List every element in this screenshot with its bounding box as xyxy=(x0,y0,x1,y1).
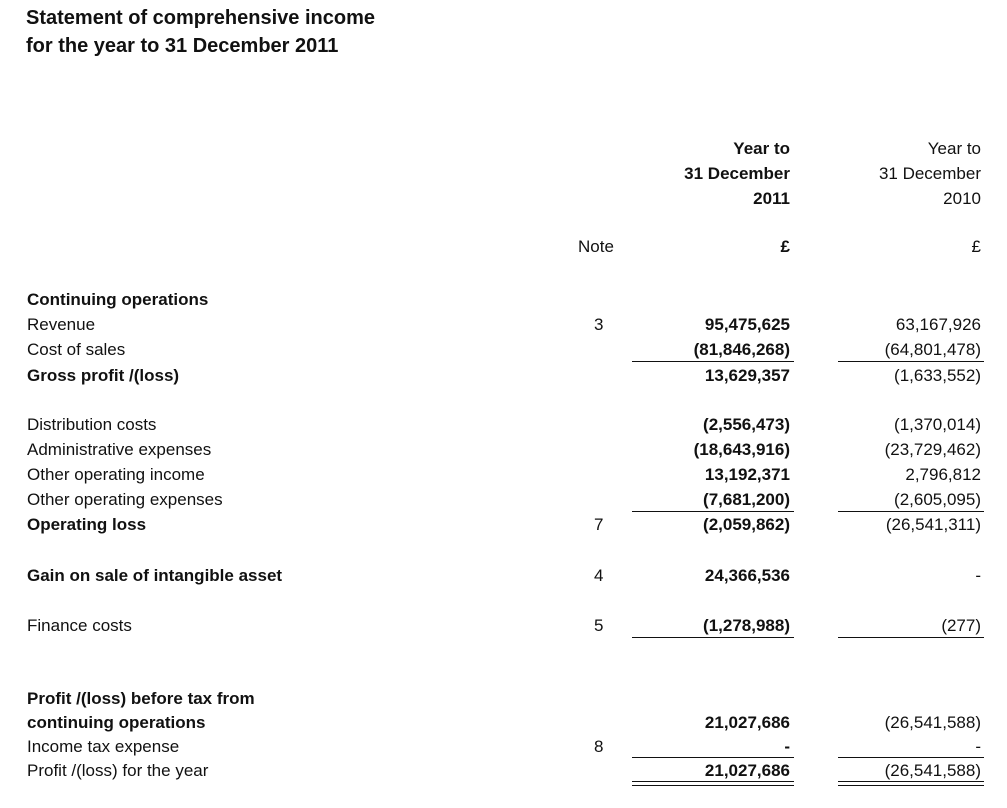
row-continuing-operations xyxy=(0,287,1007,312)
row-operating-loss xyxy=(0,512,1007,537)
value-2011: 95,475,625 xyxy=(704,315,790,334)
row-label: Distribution costs xyxy=(27,415,157,434)
column-header-2011 xyxy=(684,136,790,211)
column-header-2011-line-1: Year to xyxy=(733,139,790,158)
row-note: 8 xyxy=(594,737,604,756)
value-2010: (64,801,478) xyxy=(884,340,981,359)
value-2011: (2,059,862) xyxy=(703,515,790,534)
subtotal-rule-2010 xyxy=(838,361,984,362)
currency-2010: £ xyxy=(971,237,981,256)
column-header-2010-line-2: 31 December xyxy=(878,164,981,183)
value-2010: - xyxy=(975,566,981,585)
value-2011: 13,192,371 xyxy=(704,465,790,484)
row-note: 5 xyxy=(594,616,604,635)
row-label: Gain on sale of intangible asset xyxy=(27,566,283,585)
row-label: Other operating expenses xyxy=(27,490,223,509)
subtotal-rule-2011 xyxy=(632,637,794,638)
note-column-header: Note xyxy=(578,237,614,256)
row-label: continuing operations xyxy=(27,713,206,732)
value-2011: 21,027,686 xyxy=(704,713,790,732)
subtotal-rule-2010 xyxy=(838,637,984,638)
value-2010: (1,370,014) xyxy=(894,415,981,434)
value-2010: (1,633,552) xyxy=(894,366,981,385)
row-label: Continuing operations xyxy=(27,290,209,309)
value-2011: (2,556,473) xyxy=(703,415,790,434)
row-income-tax-expense xyxy=(0,734,1007,759)
row-label: Profit /(loss) for the year xyxy=(27,761,209,780)
value-2011: (18,643,916) xyxy=(693,440,790,459)
row-administrative-expenses xyxy=(0,437,1007,462)
subtotal-rule-2011 xyxy=(632,361,794,362)
value-2010: 63,167,926 xyxy=(895,315,981,334)
row-label: Cost of sales xyxy=(27,340,126,359)
row-note: 3 xyxy=(594,315,604,334)
row-label: Operating loss xyxy=(27,515,147,534)
total-rule-2010 xyxy=(838,781,984,782)
column-header-2011-line-3: 2011 xyxy=(753,189,790,208)
value-2011: (1,278,988) xyxy=(703,616,790,635)
row-cost-of-sales xyxy=(0,337,1007,362)
currency-2011: £ xyxy=(780,237,790,256)
value-2010: (26,541,588) xyxy=(884,761,981,780)
row-distribution-costs xyxy=(0,412,1007,437)
row-gain-on-sale xyxy=(0,563,1007,588)
total-double-rule-2010 xyxy=(838,785,984,786)
row-gross-profit xyxy=(0,363,1007,388)
row-label: Profit /(loss) before tax from xyxy=(27,689,255,708)
value-2010: 2,796,812 xyxy=(905,465,981,484)
row-other-operating-expenses xyxy=(0,487,1007,512)
row-finance-costs xyxy=(0,613,1007,638)
value-2011: (81,846,268) xyxy=(693,340,790,359)
statement-title-line-2: for the year to 31 December 2011 xyxy=(26,35,339,57)
column-header-2010-line-1: Year to xyxy=(927,139,981,158)
row-label: Finance costs xyxy=(27,616,132,635)
value-2011: (7,681,200) xyxy=(703,490,790,509)
value-2010: (26,541,588) xyxy=(884,713,981,732)
row-revenue xyxy=(0,312,1007,337)
row-note: 4 xyxy=(594,566,604,585)
value-2010: (26,541,311) xyxy=(885,515,981,534)
row-note: 7 xyxy=(594,515,604,534)
column-header-2010-line-3: 2010 xyxy=(943,189,981,208)
value-2010: - xyxy=(975,737,981,756)
row-label: Other operating income xyxy=(27,465,205,484)
row-label: Gross profit /(loss) xyxy=(27,366,180,385)
value-2010: (2,605,095) xyxy=(894,490,981,509)
column-header-2010 xyxy=(879,136,981,211)
value-2010: (277) xyxy=(941,616,981,635)
value-2010: (23,729,462) xyxy=(884,440,981,459)
row-label: Administrative expenses xyxy=(27,440,212,459)
value-2011: 24,366,536 xyxy=(704,566,790,585)
value-2011: 13,629,357 xyxy=(704,366,790,385)
row-profit-before-tax-line-2 xyxy=(0,710,1007,735)
column-header-2011-line-2: 31 December xyxy=(684,164,790,183)
total-rule-2011 xyxy=(632,781,794,782)
statement-title-line-1: Statement of comprehensive income xyxy=(26,7,375,29)
row-profit-before-tax-line-1 xyxy=(0,686,1007,711)
row-profit-for-the-year xyxy=(0,758,1007,783)
total-double-rule-2011 xyxy=(632,785,794,786)
value-2011: - xyxy=(784,737,790,756)
row-label: Revenue xyxy=(27,315,96,334)
value-2011: 21,027,686 xyxy=(704,761,790,780)
row-label: Income tax expense xyxy=(27,737,180,756)
row-other-operating-income xyxy=(0,462,1007,487)
